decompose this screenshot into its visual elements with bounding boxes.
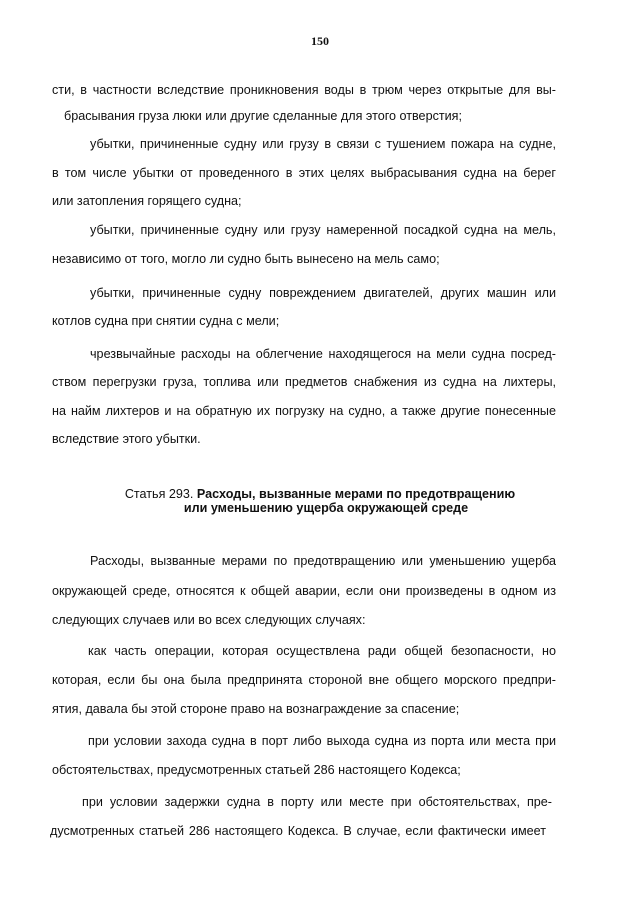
article-heading-line2: [6, 500, 640, 516]
text-line: которая, если бы она была предпринята стороной вне общего морского предпри-: [52, 673, 556, 687]
text-line: брасывания груза люки или другие сделанные для этого отверстия;: [64, 109, 462, 123]
text-line: обстоятельствах, предусмотренных статьей 286 настоящего Кодекса;: [52, 763, 461, 777]
text-line: при условии захода судна в порт либо выхода судна из порта или места при: [88, 734, 556, 748]
text-line: убытки, причиненные судну или грузу намеренной посадкой судна на мель,: [90, 223, 556, 237]
text-line: Расходы, вызванные мерами по предотвращению или уменьшению ущерба: [90, 554, 556, 568]
text-line: в том числе убытки от проведенного в этих целях выбрасывания судна на берег: [52, 166, 556, 180]
text-line: или затопления горящего судна;: [52, 194, 242, 208]
article-title: Расходы, вызванные мерами по предотвращению: [196, 487, 516, 501]
text-line: следующих случаев или во всех следующих случаях:: [52, 613, 366, 627]
text-line: чрезвычайные расходы на облегчение находящегося на мели судна посред-: [90, 347, 556, 361]
text-line: убытки, причиненные судну повреждением двигателей, других машин или: [90, 286, 556, 300]
text-line: на найм лихтеров и на обратную их погрузку на судно, а также другие понесенные: [52, 404, 556, 418]
text-line: котлов судна при снятии судна с мели;: [52, 314, 280, 328]
text-line: как часть операции, которая осуществлена ради общей безопасности, но: [88, 644, 556, 658]
text-line: ством перегрузки груза, топлива или предметов снабжения из судна на лихтеры,: [52, 375, 556, 389]
page-number: 150: [311, 34, 329, 48]
text-line: вследствие этого убытки.: [52, 432, 201, 446]
text-line: дусмотренных статьей 286 настоящего Кодекса. В случае, если фактически имеет: [50, 824, 546, 838]
text-line: сти, в частности вследствие проникновения воды в трюм через открытые для вы-: [52, 83, 556, 97]
text-line: при условии задержки судна в порту или месте при обстоятельствах, пре-: [82, 795, 552, 809]
text-line: убытки, причиненные судну или грузу в связи с тушением пожара на судне,: [90, 137, 556, 151]
article-title-continued: или уменьшению ущерба окружающей среде: [183, 501, 469, 515]
article-prefix: Статья 293.: [124, 487, 194, 501]
text-line: окружающей среде, относятся к общей аварии, если они произведены в одном из: [52, 584, 556, 598]
text-line: независимо от того, могло ли судно быть вынесено на мель само;: [52, 252, 440, 266]
text-line: ятия, давала бы этой стороне право на вознаграждение за спасение;: [52, 702, 460, 716]
